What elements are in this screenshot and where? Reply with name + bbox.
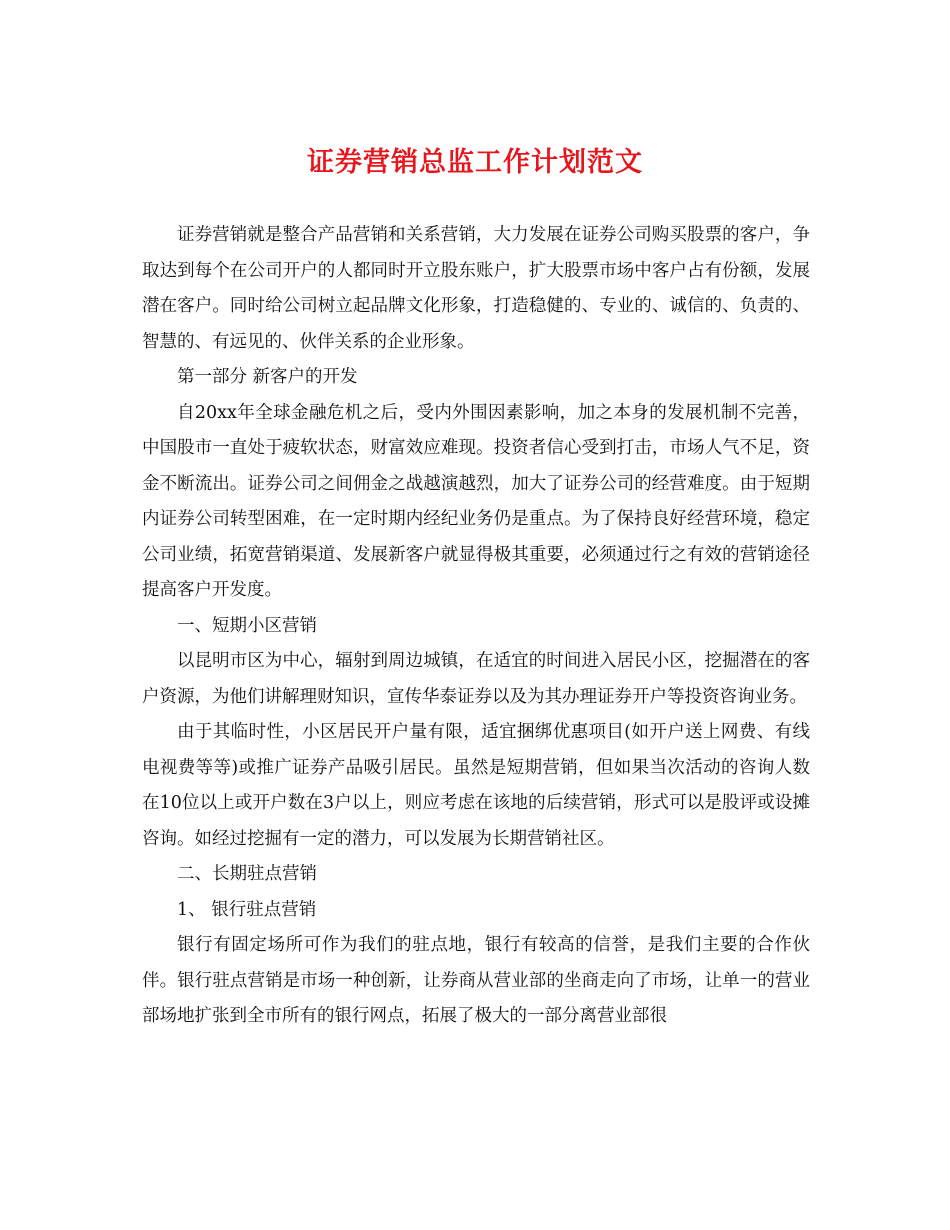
section-heading-long-term: 二、长期驻点营销 [177,864,317,884]
document-body [142,218,810,1035]
subsection-heading-bank: 1、 银行驻点营销 [177,899,317,920]
paragraph-background: 自20xx年全球金融危机之后，受内外围因素影响，加之本身的发展机制不完善，中国股市一直处于疲软状态，财富效应难现。投资者信心受到打击，市场人气不足，资金不断流出。证券公司之间佣金之战越演越烈，加大了证券公司的经营难度。由于短期内证券公司转型困难，在一定时期内经纪业务仍是重点。为了保持良好经营环境，稳定公司业绩，拓宽营销渠道、发展新客户就显得极其重要，必须通过行之有效的营销途径提高客户开发度。 [142,402,810,600]
paragraph-short-term-scope: 以昆明市区为中心，辐射到周边城镇，在适宜的时间进入居民小区，挖掘潜在的客户资源，为他们讲解理财知识，宣传华泰证券以及为其办理证券开户等投资咨询业务。 [142,651,810,707]
document-title: 证券营销总监工作计划范文 [307,147,643,178]
section-heading-part-one: 第一部分 新客户的开发 [177,367,358,387]
paragraph-bank: 银行有固定场所可作为我们的驻点地，银行有较高的信誉，是我们主要的合作伙伴。银行驻点营销是市场一种创新，让券商从营业部的坐商走向了市场，让单一的营业部场地扩张到全市所有的银行网点，拓展了极大的一部分离营业部很 [142,935,810,1026]
section-heading-short-term: 一、短期小区营销 [177,615,317,636]
paragraph-short-term-details: 由于其临时性，小区居民开户量有限，适宜捆绑优惠项目(如开户送上网费、有线电视费等等)或推广证券产品吸引居民。虽然是短期营销，但如果当次活动的咨询人数在10位以上或开户数在3户以上，则应考虑在该地的后续营销，形式可以是股评或设摊咨询。如经过挖掘有一定的潜力，可以发展为长期营销社区。 [142,722,810,849]
paragraph-intro: 证券营销就是整合产品营销和关系营销，大力发展在证券公司购买股票的客户，争取达到每个在公司开户的人都同时开立股东账户，扩大股票市场中客户占有份额，发展潜在客户。同时给公司树立起品牌文化形象，打造稳健的、专业的、诚信的、负责的、智慧的、有远见的、伙伴关系的企业形象。 [142,225,810,352]
